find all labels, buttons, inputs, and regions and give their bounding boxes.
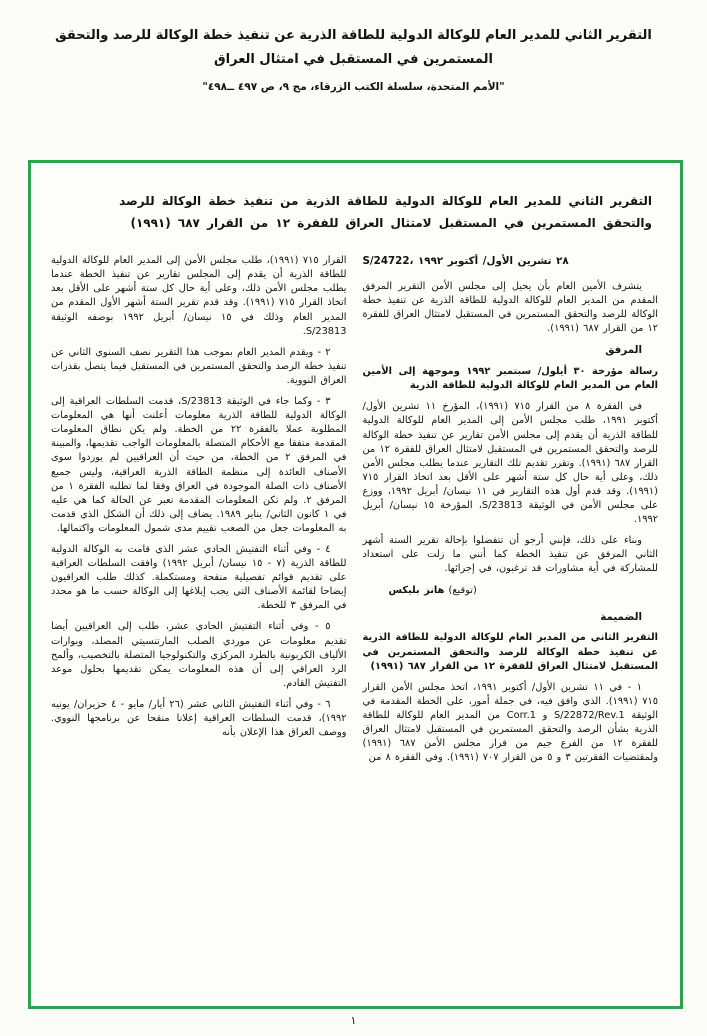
document-frame: [28, 160, 683, 1009]
paragraph: ٣ - وكما جاء في الوثيقة S/23813، قدمت السلطات العراقية إلى الوكالة الدولية للطاقة الذرية معلومات أعلنت أنها هي المعلومات المطلوبة عملا بالفقرة ٢٢ من الخطة. ولم يكن نطاق المعلومات المقدمة متفقا مع الأحكام المتصلة بالمعلومات الواجب تقديمها، والمبينة في المرفق ٢ من الخطة، من حيث أن العراقيين لم يوردوا سوى الأصناف العائدة إلى منظمة الطاقة الذرية العراقية، وليس جميع الأصناف ذات الصلة الموجودة في العراق وفقا لما تطلبه الفقرة ١ من المرفق ٢. ولم تكن المعلومات المقدمة تعبر عن الحالة كما هي عليه في ١ كانون الثاني/ يناير ١٩٨٩. يضاف إلى ذلك أن الشكل الذي قدمت به المعلومات جعل من الصعب تقييم مدى شمول المعلومات واكتمالها.: [51, 396, 347, 534]
report-title: التقرير الثاني من المدير العام للوكالة الدولية للطاقة الذرية عن تنفيذ خطة الوكالة للرصد والتحقق المستمرين في المستقبل لامتثال العراق للفقرة ١٢ من القرار ٦٨٧ (١٩٩١): [362, 632, 658, 672]
paragraph: القرار ٧١٥ (١٩٩١)، طلب مجلس الأمن إلى المدير العام للوكالة الدولية للطاقة الذرية أن يقدم إلى المجلس تقارير عن تنفيذ الخطة عندما يطلب مجلس الأمن ذلك، وعلى أية حال كل ستة أشهر على الأقل بعد اتخاذ القرار ٧١٥ (١٩٩١). وقد قدم تقرير الستة أشهر الأول المقدم من المدير العام وذلك في ١٥ نيسان/ أبريل ١٩٩٢ بوصفه الوثيقة S/23813.: [51, 255, 347, 337]
document-symbol-date: S/24722، ٢٨ تشرين الأول/ أكتوبر ١٩٩٢: [362, 255, 569, 268]
paragraph: يتشرف الأمين العام بأن يحيل إلى مجلس الأمن التقرير المرفق المقدم من المدير العام للوكالة الدولية للطاقة الذرية عن تنفيذ خطة الوكالة للرصد والتحقق المستمرين في المستقبل لامتثال العراق للفقرة ١٢ من القرار ٦٨٧ (١٩٩١).: [362, 281, 658, 335]
paragraph: وبناء على ذلك، فإنني أرجو أن تتفضلوا بإحالة تقرير الستة أشهر الثاني المرفق عن تنفيذ الخطة كما أنني ما زلت على استعداد للمشاركة في أية مشاورات قد ترغبون، في إجرائها.: [362, 535, 658, 575]
header-source-citation: "الأمم المتحدة، سلسلة الكتب الزرقاء، مج ٩، ص ٤٩٧ ــ٤٩٨": [202, 81, 505, 94]
signature-label: (توقيع): [448, 584, 477, 596]
document-title: التقرير الثاني للمدير العام للوكالة الدولية للطاقة الذرية من تنفيذ خطة الوكالة للرصد والتحقق المستمرين في المستقبل لامتثال العراق للفقرة ١٢ من القرار ٦٨٧ (١٩٩١): [119, 194, 652, 230]
enclosure-heading: الضميمة: [600, 610, 642, 623]
paragraph: ٢ - ويقدم المدير العام بموجب هذا التقرير نصف السنوي الثاني عن تنفيذ خطة الرصد والتحقق المستمرين في المستقبل فيما يتصل بقدرات العراق النووية.: [51, 346, 347, 386]
signature-name: هانز بليكس: [388, 584, 445, 596]
page-number: ١: [350, 1014, 357, 1027]
paragraph: ٤ - وفي أثناء التفتيش الحادي عشر الذي قامت به الوكالة الدولية للطاقة الذرية (٧ - ١٥ نيسان/ أبريل ١٩٩٢) وافقت السلطات العراقية على تقديم قوائم تفصيلية منقحة ومستكملة. كذلك طلب العراقيون إيضاحا لقائمة الأصناف التي يجب إبلاغها إلى الوكالة حسب ما هو محدد في المرفق ٣ للخطة.: [51, 543, 347, 612]
signature-line: [389, 584, 659, 598]
letter-title: رسالة مؤرخة ٣٠ أيلول/ سبتمبر ١٩٩٢ وموجهة إلى الأمين العام من المدير العام للوكالة الدولية للطاقة الذرية: [362, 366, 658, 392]
paragraph: ٦ - وفي أثناء التفتيش الثاني عشر (٢٦ أيار/ مايو - ٤ حزيران/ يونيه ١٩٩٢)، قدمت السلطات العراقية إعلانا منقحا عن برنامجها النووي. ووصف العراق هذا الإعلان بأنه: [51, 698, 347, 739]
paragraph: ٥ - وفي أثناء التفتيش الحادي عشر، طلب إلى العراقيين أيضا تقديم معلومات عن موردي الصلب المارتنسيتي المصلد، وبوارات الألياف الكربونية بالطرد المركزي والتكنولوجيا المتصلة بالتخصيب، وألمح الرد العراقي إلى أن هذه المعلومات يمكن تقديمها بحلول موعد التفتيش القادم.: [51, 621, 347, 689]
page-header: [0, 0, 707, 93]
annex-heading: المرفق: [605, 344, 642, 357]
header-title-line1: التقرير الثاني للمدير العام للوكالة الدولية للطاقة الذرية عن تنفيذ خطة الوكالة للرصد والتحقق: [55, 28, 652, 43]
column-left: [51, 254, 347, 747]
two-column-body: [51, 254, 658, 772]
paragraph: في الفقرة ٨ من القرار ٧١٥ (١٩٩١)، المؤرخ ١١ تشرين الأول/ أكتوبر ١٩٩١، طلب مجلس الأمن إلى المدير العام للوكالة الدولية للطاقة الذرية أن يقدم إلى مجلس الأمن تقارير عن تنفيذ خطة الوكالة للرصد والتحقق المستمرين في المستقبل لامتثال العراق للفقرة ١٢ من القرار ٦٨٧ (١٩٩١). وتقرر تقديم تلك التقارير عندما يطلب مجلس الأمن ذلك، وعلى أية حال كل ستة أشهر على الأقل بعد اتخاذ القرار ٧١٥ (١٩٩١). وقد قدم أول هذه التقارير في ١١ نيسان/ أبريل ١٩٩٢، ووزع على مجلس الأمن في الوثيقة S/23813، المؤرخة ١٥ نيسان/ أبريل ١٩٩٢.: [362, 401, 658, 526]
header-title-line2: المستمرين في المستقبل في امتثال العراق: [214, 52, 493, 68]
column-right: [363, 254, 659, 772]
paragraph: ١ - في ١١ تشرين الأول/ أكتوبر ١٩٩١، اتخذ مجلس الأمن القرار ٧١٥ (١٩٩١). الذي وافق فيه، في جملة أمور، على الخطة المقدمة في الوثيقة S/22872/Rev.1 و Corr.1 من المدير العام للوكالة للطاقة الذرية بشأن الرصد والتحقق المستمرين في المستقبل لامتثال العراق للفقرة ١٢ من الفرع جيم من قرار مجلس الأمن ٦٨٧ (١٩٩١) ولمقتضيات الفقرتين ٣ و ٥ من القرار ٧٠٧ (١٩٩١). وفي الفقرة ٨ من: [362, 681, 658, 764]
